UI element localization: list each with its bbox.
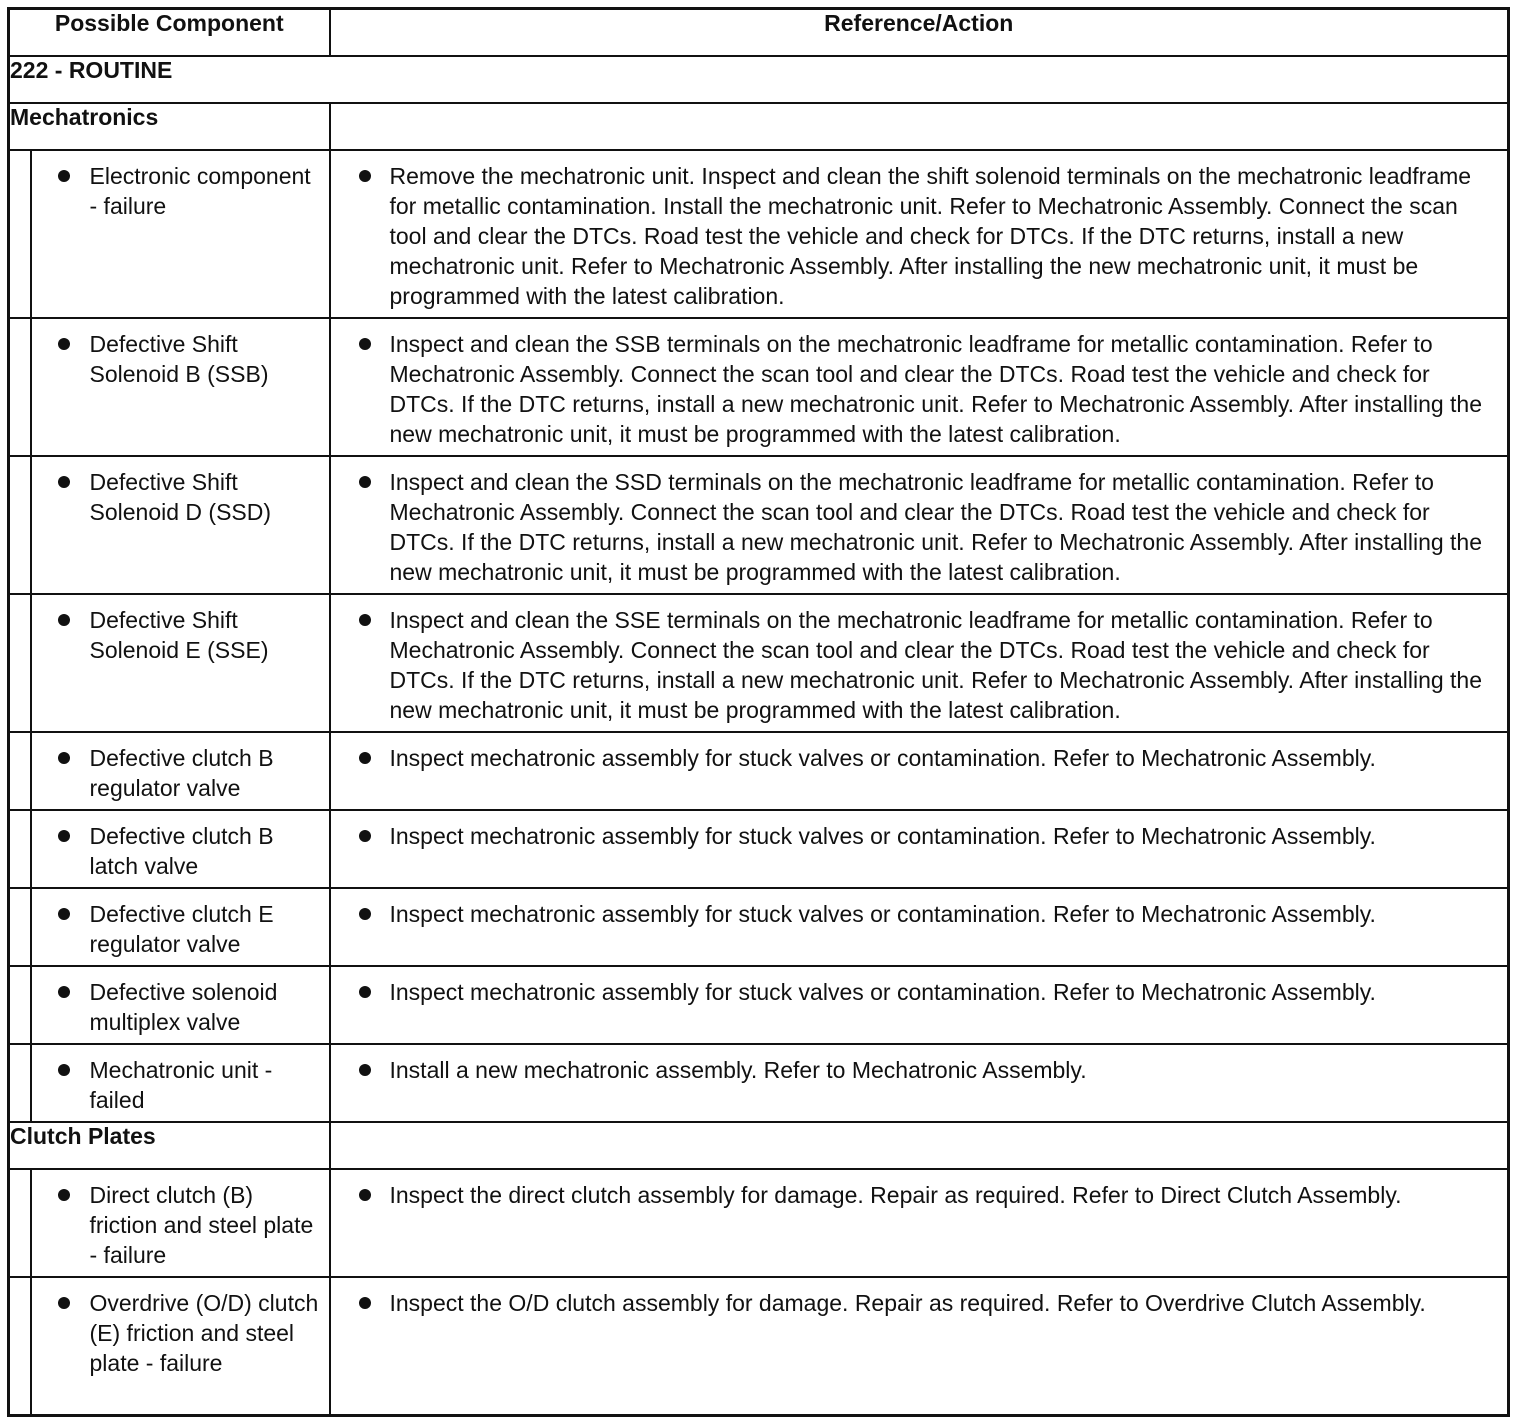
- component-cell: [31, 456, 330, 594]
- indent-cell: [9, 150, 31, 318]
- bullet-icon: [359, 752, 371, 764]
- component-text: Defective clutch E regulator valve: [89, 901, 274, 957]
- bullet-icon: [58, 338, 70, 350]
- bullet-icon: [58, 170, 70, 182]
- title-row: [9, 56, 1509, 103]
- bullet-icon: [359, 1297, 371, 1309]
- component-cell: [31, 318, 330, 456]
- bullet-icon: [58, 476, 70, 488]
- table-row: [9, 732, 1509, 810]
- section-title: Mechatronics: [9, 103, 330, 150]
- component-text: Defective solenoid multiplex valve: [89, 979, 278, 1035]
- indent-cell: [9, 1169, 31, 1277]
- bullet-icon: [359, 338, 371, 350]
- indent-cell: [9, 1044, 31, 1122]
- action-text: Inspect mechatronic assembly for stuck valves or contamination. Refer to Mechatronic Assembly.: [389, 979, 1376, 1005]
- action-cell: [330, 810, 1509, 888]
- action-cell: [330, 1277, 1509, 1416]
- bullet-icon: [58, 908, 70, 920]
- section-empty-cell: [330, 103, 1509, 150]
- indent-cell: [9, 888, 31, 966]
- action-cell: [330, 888, 1509, 966]
- bullet-icon: [359, 1064, 371, 1076]
- table-row: [9, 1169, 1509, 1277]
- table-row: [9, 150, 1509, 318]
- action-cell: [330, 594, 1509, 732]
- bullet-icon: [58, 752, 70, 764]
- action-text: Inspect mechatronic assembly for stuck valves or contamination. Refer to Mechatronic Assembly.: [389, 745, 1376, 771]
- component-cell: [31, 1277, 330, 1416]
- header-possible-component: Possible Component: [9, 9, 330, 57]
- indent-cell: [9, 1277, 31, 1416]
- component-text: Electronic component - failure: [89, 163, 311, 219]
- indent-cell: [9, 732, 31, 810]
- indent-cell: [9, 810, 31, 888]
- bullet-icon: [58, 614, 70, 626]
- component-cell: [31, 732, 330, 810]
- action-cell: [330, 318, 1509, 456]
- action-cell: [330, 150, 1509, 318]
- action-text: Inspect mechatronic assembly for stuck valves or contamination. Refer to Mechatronic Assembly.: [389, 823, 1376, 849]
- component-text: Defective Shift Solenoid B (SSB): [89, 331, 269, 387]
- component-cell: [31, 150, 330, 318]
- bullet-icon: [359, 1189, 371, 1201]
- action-text: Inspect the direct clutch assembly for damage. Repair as required. Refer to Direct Clutch Assembly.: [389, 1182, 1402, 1208]
- table-title: 222 - ROUTINE: [9, 56, 1509, 103]
- action-text: Install a new mechatronic assembly. Refer to Mechatronic Assembly.: [389, 1057, 1087, 1083]
- component-text: Direct clutch (B) friction and steel plate - failure: [89, 1182, 314, 1268]
- component-text: Defective clutch B latch valve: [89, 823, 274, 879]
- indent-cell: [9, 456, 31, 594]
- header-row: [9, 9, 1509, 57]
- bullet-icon: [359, 614, 371, 626]
- indent-cell: [9, 966, 31, 1044]
- section-title: Clutch Plates: [9, 1122, 330, 1169]
- component-cell: [31, 888, 330, 966]
- component-text: Mechatronic unit - failed: [89, 1057, 273, 1113]
- bullet-icon: [58, 830, 70, 842]
- component-cell: [31, 1169, 330, 1277]
- bullet-icon: [359, 908, 371, 920]
- action-cell: [330, 966, 1509, 1044]
- bullet-icon: [58, 1297, 70, 1309]
- diagnostic-table: [7, 7, 1510, 1417]
- table-row: [9, 456, 1509, 594]
- component-cell: [31, 1044, 330, 1122]
- component-cell: [31, 810, 330, 888]
- component-text: Defective Shift Solenoid E (SSE): [89, 607, 269, 663]
- bullet-icon: [58, 986, 70, 998]
- table-row: [9, 888, 1509, 966]
- component-text: Overdrive (O/D) clutch (E) friction and steel plate - failure: [89, 1290, 319, 1376]
- component-cell: [31, 966, 330, 1044]
- table-row: [9, 966, 1509, 1044]
- bullet-icon: [359, 170, 371, 182]
- bullet-icon: [359, 476, 371, 488]
- action-cell: [330, 1044, 1509, 1122]
- section-row-mechatronics: [9, 103, 1509, 150]
- bullet-icon: [359, 986, 371, 998]
- component-text: Defective clutch B regulator valve: [89, 745, 274, 801]
- section-empty-cell: [330, 1122, 1509, 1169]
- section-row-clutch-plates: [9, 1122, 1509, 1169]
- action-text: Inspect and clean the SSE terminals on the mechatronic leadframe for metallic contamination. Refer to Mechatronic Assembly. Connect the scan tool and clear the DTCs. Road test the vehicle and check for DTCs. If the DTC returns, install a new mechatronic unit. Refer to Mechatronic Assembly. After installing the new mechatronic unit, it must be programmed with the latest calibration.: [389, 607, 1483, 723]
- bullet-icon: [359, 830, 371, 842]
- action-text: Inspect mechatronic assembly for stuck valves or contamination. Refer to Mechatronic Assembly.: [389, 901, 1376, 927]
- table-row: [9, 810, 1509, 888]
- action-cell: [330, 1169, 1509, 1277]
- action-text: Inspect and clean the SSD terminals on the mechatronic leadframe for metallic contamination. Refer to Mechatronic Assembly. Connect the scan tool and clear the DTCs. Road test the vehicle and check for DTCs. If the DTC returns, install a new mechatronic unit. Refer to Mechatronic Assembly. After installing the new mechatronic unit, it must be programmed with the latest calibration.: [389, 469, 1483, 585]
- bullet-icon: [58, 1064, 70, 1076]
- action-cell: [330, 732, 1509, 810]
- action-cell: [330, 456, 1509, 594]
- action-text: Remove the mechatronic unit. Inspect and clean the shift solenoid terminals on the mechatronic leadframe for metallic contamination. Install the mechatronic unit. Refer to Mechatronic Assembly. Connect the scan tool and clear the DTCs. Road test the vehicle and check for DTCs. If the DTC returns, install a new mechatronic unit. Refer to Mechatronic Assembly. After installing the new mechatronic unit, it must be programmed with the latest calibration.: [389, 163, 1472, 309]
- table-row: [9, 594, 1509, 732]
- bullet-icon: [58, 1189, 70, 1201]
- table-row: [9, 1044, 1509, 1122]
- table-row: [9, 1277, 1509, 1416]
- action-text: Inspect and clean the SSB terminals on the mechatronic leadframe for metallic contamination. Refer to Mechatronic Assembly. Connect the scan tool and clear the DTCs. Road test the vehicle and check for DTCs. If the DTC returns, install a new mechatronic unit. Refer to Mechatronic Assembly. After installing the new mechatronic unit, it must be programmed with the latest calibration.: [389, 331, 1483, 447]
- table-row: [9, 318, 1509, 456]
- component-text: Defective Shift Solenoid D (SSD): [89, 469, 272, 525]
- indent-cell: [9, 318, 31, 456]
- indent-cell: [9, 594, 31, 732]
- header-reference-action: Reference/Action: [330, 9, 1509, 57]
- component-cell: [31, 594, 330, 732]
- action-text: Inspect the O/D clutch assembly for damage. Repair as required. Refer to Overdrive Clutch Assembly.: [389, 1290, 1426, 1316]
